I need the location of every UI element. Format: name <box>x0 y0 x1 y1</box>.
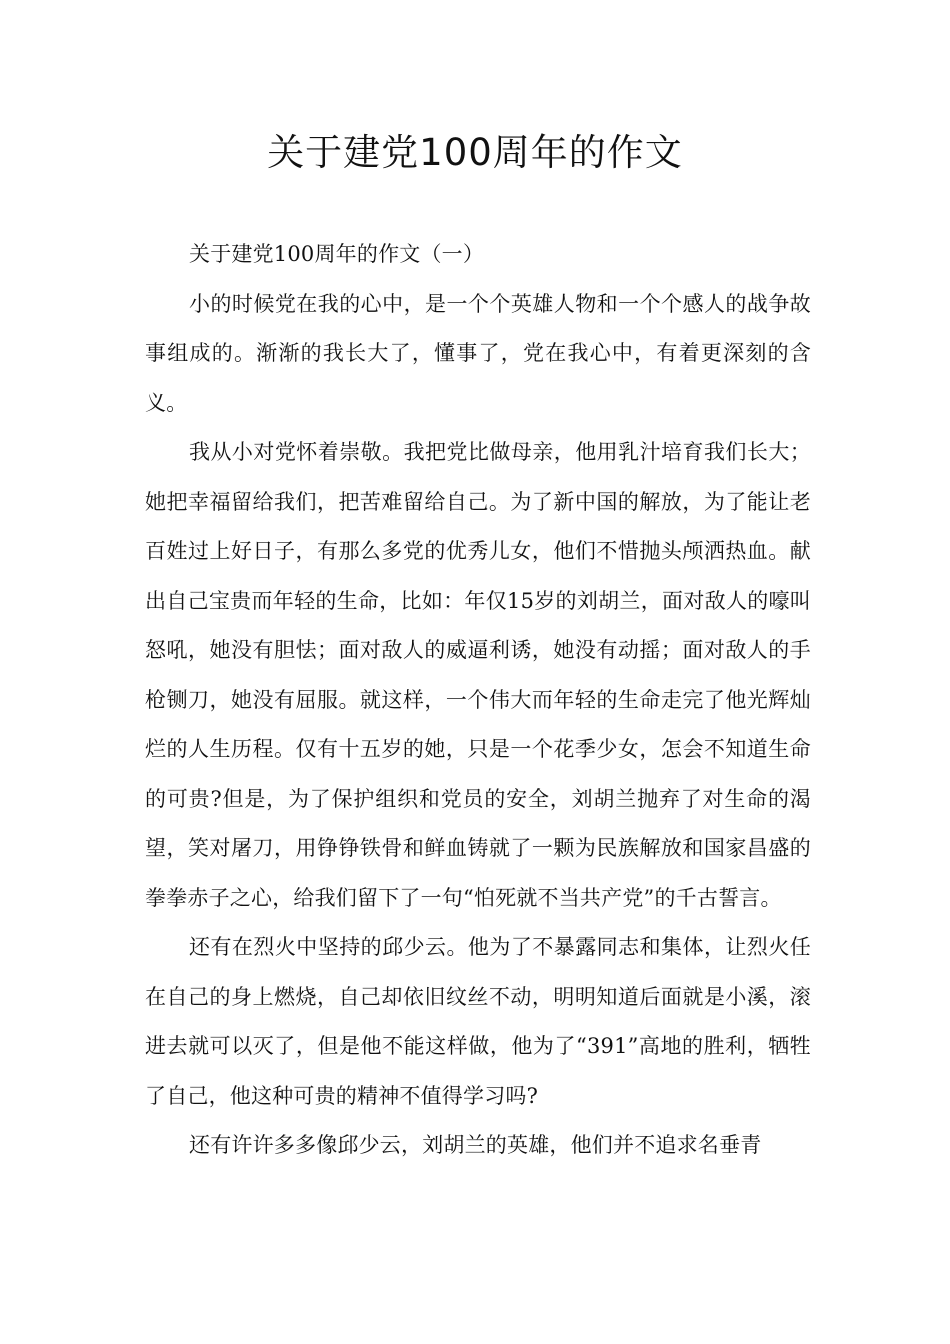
paragraph: 还有在烈火中坚持的邱少云。他为了不暴露同志和集体，让烈火任在自己的身上燃烧，自己却依旧纹丝不动，明明知道后面就是小溪，滚进去就可以灭了，但是他不能这样做，他为了“391”高地的胜利，牺牲了自己，他这种可贵的精神不值得学习吗? <box>145 935 811 1108</box>
document-title: 关于建党100周年的作文 <box>267 131 683 174</box>
document-body <box>145 230 811 1171</box>
paragraph: 我从小对党怀着崇敬。我把党比做母亲，他用乳汁培育我们长大；她把幸福留给我们，把苦难留给自己。为了新中国的解放，为了能让老百姓过上好日子，有那么多党的优秀儿女，他们不惜抛头颅洒热血。献出自己宝贵而年轻的生命，比如：年仅15岁的刘胡兰，面对敌人的嚎叫怒吼，她没有胆怯；面对敌人的威逼利诱，她没有动摇；面对敌人的手枪铡刀，她没有屈服。就这样，一个伟大而年轻的生命走完了他光辉灿烂的人生历程。仅有十五岁的她，只是一个花季少女，怎会不知道生命的可贵?但是，为了保护组织和党员的安全，刘胡兰抛弃了对生命的渴望，笑对屠刀，用铮铮铁骨和鲜血铸就了一颗为民族解放和国家昌盛的拳拳赤子之心，给我们留下了一句“怕死就不当共产党”的千古誓言。 <box>145 440 811 910</box>
paragraph: 小的时候党在我的心中，是一个个英雄人物和一个个感人的战争故事组成的。渐渐的我长大了，懂事了，党在我心中，有着更深刻的含义。 <box>145 291 811 415</box>
paragraph: 还有许许多多像邱少云，刘胡兰的英雄，他们并不追求名垂青 <box>189 1133 762 1157</box>
section-subtitle: 关于建党100周年的作文（一） <box>189 242 485 266</box>
